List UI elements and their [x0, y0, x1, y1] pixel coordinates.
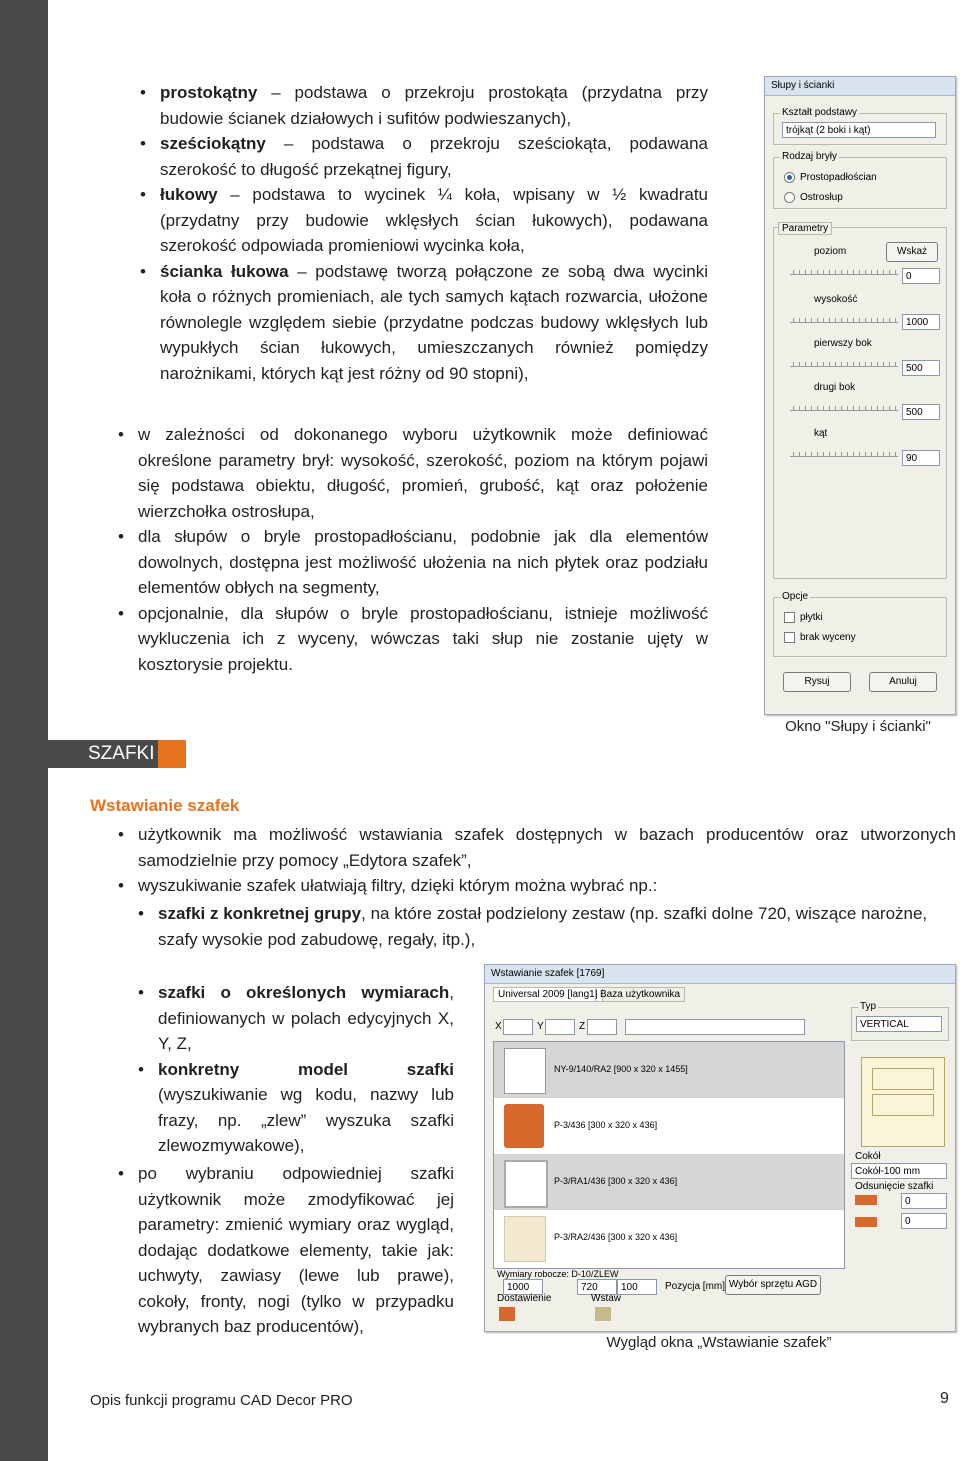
- level-slider[interactable]: [790, 262, 898, 275]
- shape-group-label: Kształt podstawy: [782, 107, 858, 118]
- list-item: [136, 901, 956, 952]
- list-row[interactable]: [494, 1098, 844, 1154]
- shape-select[interactable]: trójkąt (2 boki i kąt): [782, 122, 936, 138]
- tiles-checkbox[interactable]: [784, 612, 795, 623]
- term: prostokątny: [160, 83, 258, 102]
- plinth-select[interactable]: Cokół-100 mm: [851, 1163, 947, 1179]
- term: szafki z konkretnej grupy: [158, 904, 362, 923]
- level-label: poziom: [814, 246, 847, 257]
- columns-walls-dialog: [764, 76, 956, 715]
- row-label: P-3/RA2/436 [300 x 320 x 436]: [554, 1232, 678, 1242]
- dialog1-caption: Okno "Słupy i ścianki": [785, 718, 931, 735]
- filter-x-select[interactable]: [503, 1019, 533, 1035]
- height-slider[interactable]: [790, 310, 898, 323]
- handle-icon: [855, 1195, 877, 1205]
- list-item: [138, 182, 708, 259]
- list-item: • opcjonalnie, dla słupów o bryle prostopadłościanu, istnieje możliwość wykluczenia ich z wyceny, wówczas taki słup nie zostanie ujęty w kosztorysie projektu.: [116, 601, 708, 678]
- list-row[interactable]: [494, 1042, 844, 1098]
- tab-parameters[interactable]: Parametry: [778, 222, 832, 235]
- no-price-label: brak wyceny: [800, 632, 856, 643]
- search-input[interactable]: [625, 1019, 805, 1035]
- cabinet-thumbnail: [504, 1104, 544, 1148]
- draw-button[interactable]: Rysuj: [783, 672, 851, 692]
- point-button[interactable]: Wskaż: [886, 242, 938, 262]
- side2-input[interactable]: 500: [902, 404, 940, 420]
- pyramid-label: Ostrosłup: [800, 192, 843, 203]
- list-row[interactable]: [494, 1154, 844, 1210]
- list-item: [138, 131, 708, 182]
- no-price-checkbox[interactable]: [784, 632, 795, 643]
- filter-z-select[interactable]: [587, 1019, 617, 1035]
- type-label: Typ: [860, 1001, 877, 1012]
- term: sześciokątny: [160, 134, 266, 153]
- agd-button[interactable]: Wybór sprzętu AGD: [725, 1275, 821, 1295]
- term-desc: , na które został podzielony zestaw (np. szafki dolne 720, wiszące narożne, szafy wysokie pod zabudowę, regały, itp.),: [158, 904, 928, 949]
- pyramid-radio[interactable]: [784, 192, 795, 203]
- solid-type-group: [773, 151, 947, 209]
- list-item: [136, 1057, 454, 1159]
- term: ścianka łukowa: [160, 261, 289, 281]
- insert-icon[interactable]: [595, 1307, 611, 1321]
- list-item: • w zależności od dokonanego wyboru użytkownik może definiować określone parametry brył: wysokość, szerokość, poziom na którym pojawi się podstawa obiektu, długość, promień, grubość, kąt oraz położenie wierzchołka ostrosłupa,: [116, 422, 708, 524]
- left-margin-bar: [0, 0, 48, 1461]
- list-item: [136, 980, 454, 1057]
- cuboid-radio[interactable]: [784, 172, 795, 183]
- term-desc: – podstawę tworzą połączone ze sobą dwa wycinki koła o różnych promieniach, ale tych samych kątach rozwarcia, ułożone równolegle względem siebie (przydatne podczas budowy wklęsłych lub wypukłych ścian łukowych, umieszczanych również pomiędzy narożnikami, których kąt jest różny od 90 stopni),: [160, 261, 708, 383]
- angle-input[interactable]: 90: [902, 450, 940, 466]
- row-label: P-3/436 [300 x 320 x 436]: [554, 1120, 658, 1130]
- row-label: NY-9/140/RA2 [900 x 320 x 1455]: [554, 1064, 688, 1074]
- term-desc: – podstawa o przekroju sześciokąta, podawana szerokość to długość przekątnej figury,: [160, 134, 708, 179]
- sizes-label: Wymiary robocze: D-10/ZLEW: [497, 1269, 619, 1279]
- section-heading: Wstawianie szafek: [90, 796, 240, 815]
- angle-slider[interactable]: [790, 444, 898, 457]
- section-tag: [48, 740, 186, 768]
- position-label: Pozycja [mm]: [665, 1281, 726, 1292]
- modify-list: [116, 1161, 454, 1340]
- size-x-input[interactable]: 1000: [503, 1279, 543, 1295]
- list-item: • użytkownik ma możliwość wstawiania szafek dostępnych w bazach producentów oraz utworzonych samodzielnie przy pomocy „Edytora szafek”,: [116, 822, 956, 873]
- list-item: [138, 259, 708, 387]
- row-label: P-3/RA1/436 [300 x 320 x 436]: [554, 1176, 678, 1186]
- side2-label: drugi bok: [814, 382, 856, 393]
- tab-user-base[interactable]: Baza użytkownika: [595, 987, 685, 1002]
- page-number: 9: [940, 1390, 949, 1407]
- cancel-button[interactable]: Anuluj: [869, 672, 937, 692]
- dialog-title: Wstawianie szafek [1769]: [485, 965, 955, 984]
- term: łukowy: [160, 185, 218, 204]
- drawer: [872, 1068, 934, 1090]
- cabinet-list-view: [493, 1041, 845, 1269]
- list-item: • po wybraniu odpowiedniej szafki użytkownik może zmodyfikować jej parametry: zmienić wymiary oraz wygląd, dodając dodatkowe elementy, takie jak: uchwyty, zawiasy (lewe lub prawe), cokoły, fronty, nogi (tylko w przypadku wybranych baz producentów),: [116, 1161, 454, 1340]
- term-desc: – podstawa o przekroju prostokąta (przydatna przy budowie ścianek działowych i sufitów podwieszanych),: [160, 83, 708, 128]
- shape-group: [773, 107, 947, 145]
- cabinet-thumbnail: [504, 1160, 548, 1208]
- list-item: • dla słupów o bryle prostopadłościanu, podobnie jak dla elementów dowolnych, dostępna jest możliwość ułożenia na nich płytek oraz podziału elementów obłych na segmenty,: [116, 524, 708, 601]
- filter-list-first: [136, 901, 956, 952]
- side1-input[interactable]: 500: [902, 360, 940, 376]
- term: konkretny model szafki: [158, 1059, 454, 1079]
- filter-z-label: Z: [579, 1021, 586, 1032]
- height-label: wysokość: [814, 294, 858, 305]
- list-row[interactable]: [494, 1210, 844, 1266]
- options-label: Opcje: [782, 591, 809, 602]
- level-input[interactable]: 0: [902, 268, 940, 284]
- parameters-group: [773, 223, 947, 579]
- list-item: • wyszukiwanie szafek ułatwiają filtry, dzięki którym można wybrać np.:: [116, 873, 956, 899]
- side1-label: pierwszy bok: [814, 338, 872, 349]
- parameters-list: [116, 422, 708, 677]
- tag-accent: [158, 740, 186, 768]
- term-desc: – podstawa to wycinek ¼ koła, wpisany w ½ kwadratu (przydatny przy budowie wklęsłych ścian łukowych), podawana szerokość odpowiada promieniowi wycinka koła,: [160, 185, 708, 255]
- footer-text: Opis funkcji programu CAD Decor PRO: [90, 1392, 353, 1409]
- insert-cabinets-dialog: [484, 964, 956, 1332]
- insert-label: Wstaw: [591, 1293, 621, 1304]
- size-z-input[interactable]: 720: [577, 1279, 617, 1295]
- filter-x-label: X: [495, 1021, 502, 1032]
- offset2-input[interactable]: 0: [901, 1213, 947, 1229]
- hinge-icon: [855, 1217, 877, 1227]
- side2-slider[interactable]: [790, 398, 898, 411]
- cabinet-thumbnail: [504, 1048, 546, 1094]
- dialog2-caption: Wygląd okna „Wstawianie szafek”: [606, 1334, 832, 1351]
- offset1-input[interactable]: 0: [901, 1193, 947, 1209]
- position-input[interactable]: 100: [617, 1279, 657, 1295]
- dialog-title: Słupy i ścianki: [765, 77, 955, 96]
- tab-universal[interactable]: Universal 2009 [lang1]: [493, 987, 603, 1002]
- filter-y-select[interactable]: [545, 1019, 575, 1035]
- offset-label: Odsunięcie szafki: [855, 1181, 934, 1192]
- list-item: [138, 80, 708, 131]
- angle-label: kąt: [814, 428, 828, 439]
- shape-type-list: [138, 80, 708, 386]
- type-group: [851, 1001, 949, 1041]
- options-group: [773, 591, 947, 657]
- place-label: Dostawienie: [497, 1293, 552, 1304]
- section-tag-text: SZAFKI: [88, 743, 155, 764]
- term-desc: , definiowanych w polach edycyjnych X, Y, Z,: [158, 983, 454, 1053]
- term-desc: (wyszukiwanie wg kodu, nazwy lub frazy, np. „zlew” wyszuka szafki zlewozmywakowe),: [158, 1085, 454, 1155]
- cabinet-list: [116, 822, 956, 899]
- height-input[interactable]: 1000: [902, 314, 940, 330]
- type-select[interactable]: VERTICAL: [856, 1016, 942, 1032]
- place-icon[interactable]: [499, 1307, 515, 1321]
- tiles-label: płytki: [800, 612, 823, 623]
- plinth-label: Cokół: [855, 1151, 881, 1162]
- cuboid-label: Prostopadłościan: [800, 172, 877, 183]
- cabinet-thumbnail: [504, 1216, 546, 1262]
- side1-slider[interactable]: [790, 354, 898, 367]
- filter-y-label: Y: [537, 1021, 544, 1032]
- solid-type-label: Rodzaj bryły: [782, 151, 838, 162]
- cabinet-preview: [861, 1057, 945, 1147]
- term: szafki o określonych wymiarach: [158, 983, 450, 1002]
- filter-list: [136, 980, 454, 1159]
- drawer: [872, 1094, 934, 1116]
